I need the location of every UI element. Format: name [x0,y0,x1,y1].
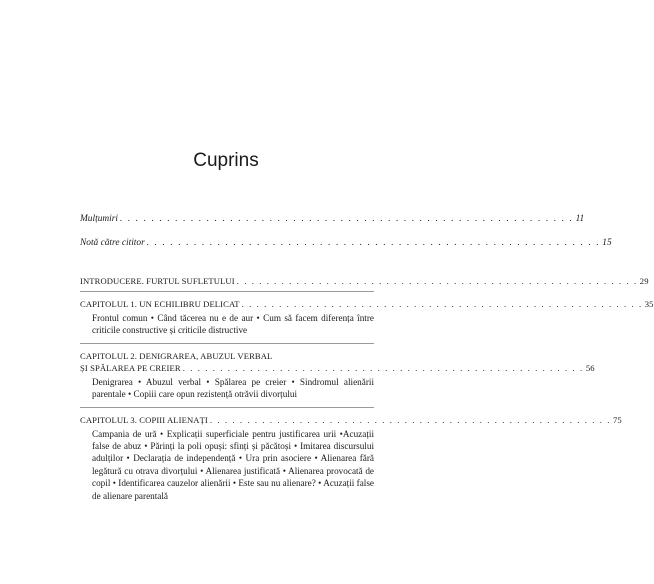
toc-page-number: 11 [575,214,585,224]
toc-entry-acknowledgements[interactable] [80,213,585,225]
page-title: Cuprins [193,150,259,171]
toc-entry-chapter-2-line1[interactable]: CAPITOLUL 2. DENIGRAREA, ABUZUL VERBAL [80,350,273,361]
toc-page-number: 15 [602,238,612,248]
dot-leader: . . . . . . . . . . . . . . . . . . . . . . . . . . . . . . . . . . . . . . . . . . . . . . . . . . . . . . [209,414,611,425]
divider [80,343,374,344]
toc-chapter-description: Denigrarea • Abuzul verbal • Spălarea pe creier • Sindromul alienării parentale • Copiii care opun rezistență otrăvii divorțului [92,376,374,400]
divider [80,291,374,292]
toc-page-number: 29 [639,276,649,286]
toc-chapter-3 [80,414,622,502]
toc-page-number: 35 [644,299,654,309]
dot-leader: . . . . . . . . . . . . . . . . . . . . . . . . . . . . . . . . . . . . . . . . . . . . . . . . . . . . . . [236,276,638,286]
dot-leader: . . . . . . . . . . . . . . . . . . . . . . . . . . . . . . . . . . . . . . . . . . . . . . . . . . . . . . [241,299,643,309]
toc-entry-chapter-3[interactable] [80,414,622,426]
dot-leader: . . . . . . . . . . . . . . . . . . . . . . . . . . . . . . . . . . . . . . . . . . . . . . . . . . . . . . [182,362,584,373]
dot-leader: . . . . . . . . . . . . . . . . . . . . . . . . . . . . . . . . . . . . . . . . . . . . . . . . . . . . . . . . . . [120,214,574,224]
dot-leader: . . . . . . . . . . . . . . . . . . . . . . . . . . . . . . . . . . . . . . . . . . . . . . . . . . . . . . . . . . [146,238,601,248]
toc-entry-label: CAPITOLUL 1. UN ECHILIBRU DELICAT [80,299,240,309]
toc-entry-label: INTRODUCERE. FURTUL SUFLETULUI [80,276,235,286]
toc-chapter-2 [80,350,595,401]
toc-entry-chapter-2[interactable] [80,362,595,374]
divider [80,407,374,408]
toc-entry-chapter-1[interactable] [80,298,654,310]
toc-entry-label: CAPITOLUL 3. COPIII ALIENAȚI [80,414,208,425]
toc-entry-introduction[interactable] [80,275,649,287]
toc-page-number: 56 [585,362,595,373]
toc-entry-label: Notă către cititor [80,238,145,248]
toc-chapter-description: Campania de ură • Explicații superficiale pentru justificarea urii •Acuzații false de abuz • Părinți la poli opuși: sfinți și păcătoși • Imitarea discursului adulților • Declarația de independență • Ura prin asociere • Alienarea fără legătură cu otrava divorțului • Alienarea justificată • Alienarea provocată de copil • Identificarea cauzelor alienării • Este sau nu alienare? • Acuzații false de alienare parentală [92,428,374,501]
toc-entry-label: Mulțumiri [80,214,119,224]
toc-entry-note-to-reader[interactable] [80,237,612,249]
toc-entry-label: ȘI SPĂLAREA PE CREIER [80,362,181,373]
table-of-contents [80,213,654,508]
toc-page-number: 75 [612,414,622,425]
toc-chapter-1 [80,298,654,337]
toc-chapter-description: Frontul comun • Când tăcerea nu e de aur • Cum să facem diferența între criticile constructive și criticile distructive [92,313,374,336]
